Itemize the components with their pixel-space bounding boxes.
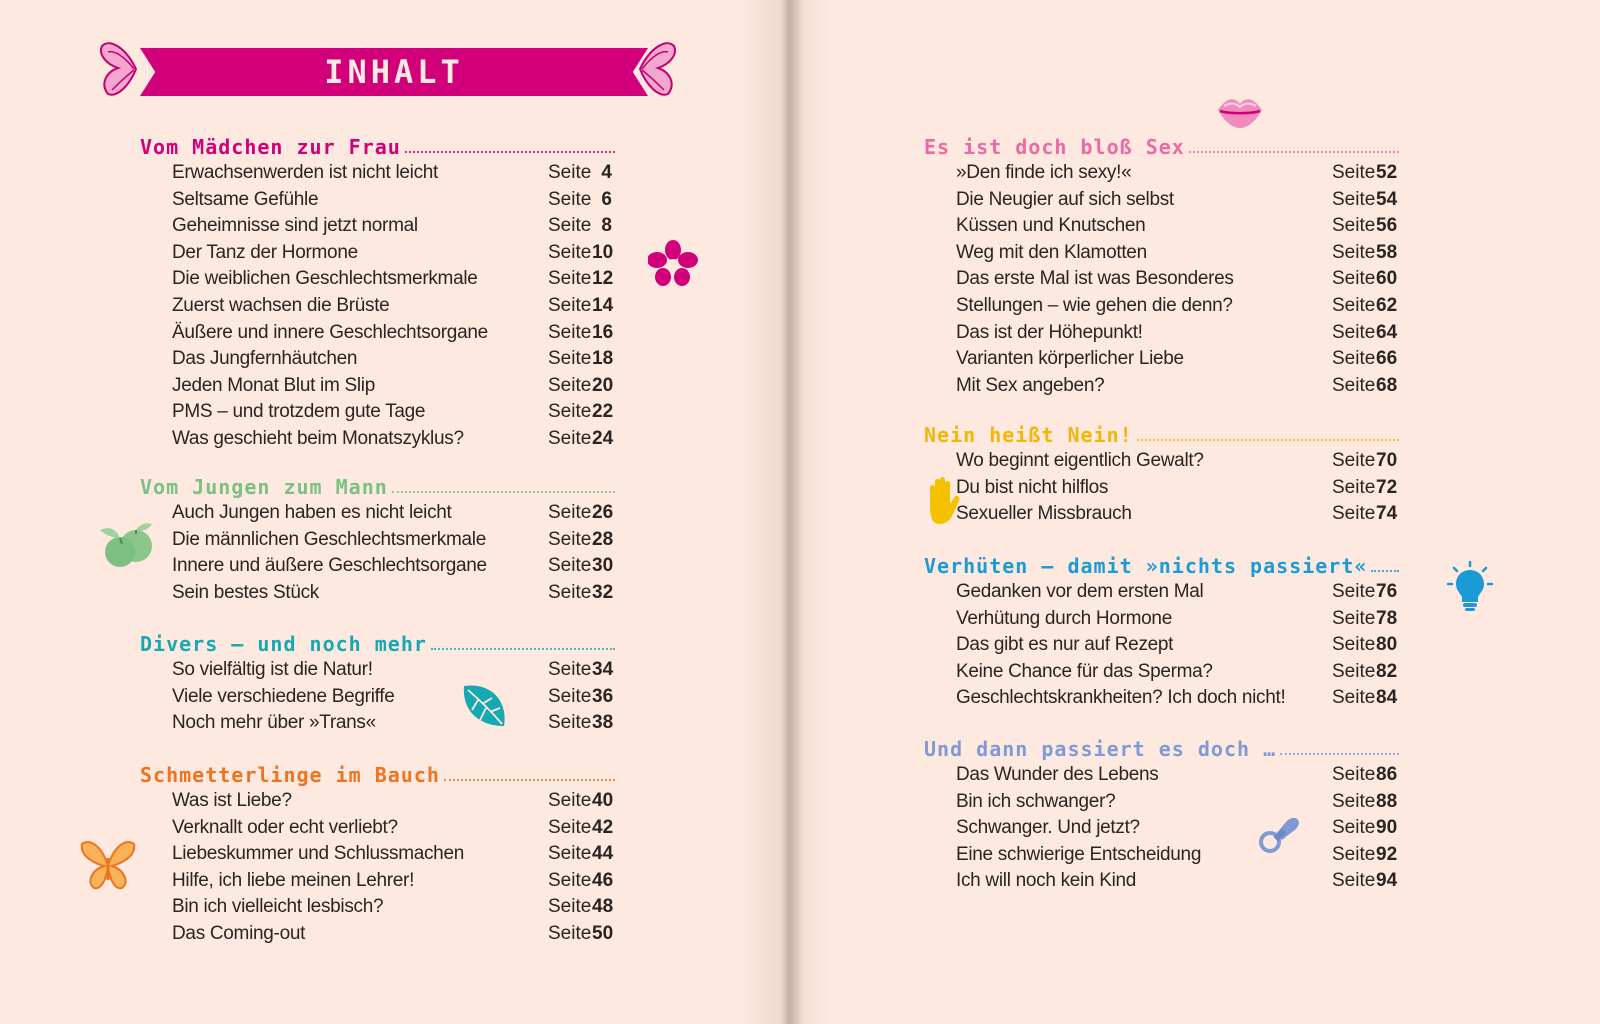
page-title: INHALT: [324, 53, 464, 91]
entry-title: Eine schwierige Entscheidung: [956, 843, 1202, 865]
entry-title: Verknallt oder echt verliebt?: [172, 816, 398, 838]
entry-page-number: 72: [1376, 476, 1398, 498]
section-heading[interactable]: [924, 553, 1399, 579]
entry-title: Der Tanz der Hormone: [172, 241, 358, 263]
leader-dots: [405, 151, 615, 153]
entry-page-number: 54: [1376, 188, 1398, 210]
toc-entry[interactable]: [140, 788, 615, 815]
entry-page-number: 66: [1376, 348, 1398, 370]
entry-title: Innere und äußere Geschlechtsorgane: [172, 555, 487, 577]
entry-title: Gedanken vor dem ersten Mal: [956, 581, 1204, 602]
section-title: Vom Mädchen zur Frau: [140, 135, 401, 159]
toc-entry[interactable]: [140, 160, 615, 187]
leader-dots: [1137, 439, 1399, 441]
apple-icon: [86, 518, 156, 570]
entry-page-number: 34: [592, 659, 614, 680]
toc-entry[interactable]: [924, 373, 1399, 400]
entry-title: Weg mit den Klamotten: [956, 241, 1147, 263]
leader-dots: [444, 779, 615, 781]
leaf-icon: [458, 680, 510, 732]
entry-page-word: Seite: [1332, 660, 1376, 682]
toc-entry[interactable]: [924, 293, 1399, 320]
toc-section: [924, 422, 1399, 528]
entry-page-number: 76: [1376, 581, 1398, 602]
entry-page-number: 42: [592, 816, 614, 838]
toc-entry[interactable]: [140, 710, 615, 737]
toc-entry[interactable]: [924, 448, 1399, 475]
entry-page-word: Seite: [548, 896, 592, 918]
entry-title: PMS – und trotzdem gute Tage: [172, 401, 426, 423]
entry-page-number: 70: [1376, 450, 1398, 471]
entry-page-number: 84: [1376, 687, 1398, 709]
entry-page-word: Seite: [548, 685, 592, 707]
entry-page-word: Seite: [548, 268, 592, 290]
entry-title: Küssen und Knutschen: [956, 215, 1146, 237]
toc-entry[interactable]: [924, 606, 1399, 633]
entry-page-number: 92: [1376, 843, 1398, 865]
entry-title: Sein bestes Stück: [172, 581, 319, 603]
section-entries: [924, 762, 1399, 895]
entry-page-word: Seite: [548, 816, 592, 838]
entry-page-word: Seite: [1332, 348, 1376, 370]
section-title: Vom Jungen zum Mann: [140, 475, 388, 499]
leader-dots: [1371, 570, 1399, 572]
toc-entry[interactable]: [924, 160, 1399, 187]
butterfly-icon: [76, 836, 140, 892]
entry-page-word: Seite: [1332, 843, 1376, 865]
toc-section: [140, 631, 615, 737]
entry-title: Viele verschiedene Begriffe: [172, 685, 395, 707]
entry-title: Das Jungfernhäutchen: [172, 348, 358, 370]
entry-page-number: 10: [592, 241, 614, 263]
entry-page-word: Seite: [548, 294, 592, 316]
entry-page-word: Seite: [1332, 476, 1376, 498]
toc-entry[interactable]: [924, 579, 1399, 606]
section-heading[interactable]: [924, 422, 1399, 448]
entry-page-word: Seite: [1332, 764, 1376, 785]
entry-page-number: 60: [1376, 268, 1398, 290]
section-heading[interactable]: [140, 631, 615, 657]
butterfly-icon: [636, 40, 680, 98]
entry-page-number: 36: [592, 685, 614, 707]
entry-page-word: Seite: [1332, 188, 1376, 210]
toc-entry[interactable]: [924, 501, 1399, 528]
entry-page-word: Seite: [548, 712, 592, 734]
section-entries: [140, 500, 615, 606]
entry-page-number: 88: [1376, 790, 1398, 812]
entry-title: Seltsame Gefühle: [172, 188, 319, 210]
toc-entry[interactable]: [140, 373, 615, 400]
entry-page-word: Seite: [548, 241, 592, 263]
entry-page-word: Seite: [548, 321, 592, 343]
entry-title: Was ist Liebe?: [172, 790, 292, 811]
lips-icon: [1216, 94, 1264, 130]
entry-title: Du bist nicht hilflos: [956, 476, 1109, 498]
toc-entry[interactable]: [140, 213, 615, 240]
entry-title: Stellungen – wie gehen die denn?: [956, 294, 1233, 316]
section-title: Verhüten – damit »nichts passiert«: [924, 554, 1368, 578]
entry-page-number: 40: [592, 790, 614, 811]
toc-entry[interactable]: [140, 399, 615, 426]
entry-page-number: 46: [592, 869, 614, 891]
entry-page-number: 90: [1376, 817, 1398, 839]
flower-icon: [648, 240, 698, 286]
entry-page-number: 14: [592, 294, 614, 316]
toc-entry[interactable]: [140, 815, 615, 842]
toc-entry[interactable]: [140, 187, 615, 214]
toc-entry[interactable]: [140, 894, 615, 921]
entry-page-number: 48: [592, 896, 614, 918]
pacifier-icon: [1258, 808, 1302, 856]
toc-entry[interactable]: [140, 868, 615, 895]
entry-page-number: 32: [592, 581, 614, 603]
toc-entry[interactable]: [924, 762, 1399, 789]
entry-title: Was geschieht beim Monatszyklus?: [172, 427, 464, 449]
entry-page-number: 20: [592, 374, 614, 396]
toc-entry[interactable]: [140, 684, 615, 711]
toc-entry[interactable]: [140, 657, 615, 684]
toc-entry[interactable]: [140, 527, 615, 554]
toc-section: [924, 134, 1399, 399]
entry-title: Keine Chance für das Sperma?: [956, 660, 1213, 682]
entry-title: So vielfältig ist die Natur!: [172, 659, 373, 680]
entry-title: Jeden Monat Blut im Slip: [172, 374, 375, 396]
entry-page-word: Seite: [548, 374, 592, 396]
entry-page-word: Seite: [548, 502, 592, 523]
entry-page-word: Seite: [548, 427, 592, 449]
toc-section: [140, 762, 615, 948]
leader-dots: [1280, 753, 1399, 755]
entry-title: Das gibt es nur auf Rezept: [956, 634, 1174, 656]
toc-entry[interactable]: [140, 553, 615, 580]
entry-title: Sexueller Missbrauch: [956, 503, 1132, 525]
section-heading[interactable]: [140, 474, 615, 500]
entry-title: Auch Jungen haben es nicht leicht: [172, 502, 452, 523]
leader-dots: [431, 648, 615, 650]
toc-entry[interactable]: [140, 500, 615, 527]
section-title: Es ist doch bloß Sex: [924, 135, 1185, 159]
entry-title: Varianten körperlicher Liebe: [956, 348, 1184, 370]
entry-title: Schwanger. Und jetzt?: [956, 817, 1140, 839]
entry-title: Zuerst wachsen die Brüste: [172, 294, 390, 316]
entry-page-word: Seite: [548, 922, 592, 944]
section-heading[interactable]: [140, 762, 615, 788]
hand-icon: [922, 476, 962, 526]
entry-title: Das ist der Höhepunkt!: [956, 321, 1143, 343]
toc-entry[interactable]: [924, 213, 1399, 240]
entry-page-number: 82: [1376, 660, 1398, 682]
toc-entry[interactable]: [924, 632, 1399, 659]
section-entries: [924, 160, 1399, 399]
section-title: Schmetterlinge im Bauch: [140, 763, 440, 787]
toc-entry[interactable]: [924, 685, 1399, 712]
toc-entry[interactable]: [140, 240, 615, 267]
section-entries: [924, 579, 1399, 712]
entry-title: Das Coming-out: [172, 922, 306, 944]
section-heading[interactable]: [924, 134, 1399, 160]
section-title: Und dann passiert es doch …: [924, 737, 1277, 761]
entry-page-number: 78: [1376, 607, 1398, 629]
entry-title: Erwachsenwerden ist nicht leicht: [172, 162, 439, 183]
entry-page-word: Seite: [1332, 634, 1376, 656]
entry-page-word: Seite: [548, 528, 592, 550]
entry-page-number: 16: [592, 321, 614, 343]
section-heading[interactable]: [924, 736, 1399, 762]
toc-section: [140, 134, 615, 453]
toc-section: [140, 474, 615, 606]
entry-page-number: 58: [1376, 241, 1398, 263]
entry-page-word: Seite: [548, 843, 592, 865]
entry-title: Die männlichen Geschlechtsmerkmale: [172, 528, 486, 550]
toc-entry[interactable]: [140, 346, 615, 373]
toc-section: [924, 553, 1399, 712]
toc-entry[interactable]: [924, 842, 1399, 869]
entry-page-word: Seite: [1332, 503, 1376, 525]
entry-page-number: 22: [592, 401, 614, 423]
entry-page-number: 94: [1376, 870, 1398, 892]
entry-page-word: Seite: [548, 790, 592, 811]
entry-page-word: Seite: [1332, 241, 1376, 263]
entry-title: Liebeskummer und Schlussmachen: [172, 843, 464, 865]
toc-section: [924, 736, 1399, 895]
entry-page-word: Seite: [1332, 215, 1376, 237]
entry-page-word: Seite: [1332, 817, 1376, 839]
entry-page-word: Seite: [1332, 162, 1376, 183]
entry-title: Verhütung durch Hormone: [956, 607, 1172, 629]
toc-entry[interactable]: [924, 475, 1399, 502]
toc-entry[interactable]: [924, 868, 1399, 895]
entry-page-word: Seite: [1332, 581, 1376, 602]
entry-page-number: 6: [601, 188, 612, 210]
toc-entry[interactable]: [140, 293, 615, 320]
toc-entry[interactable]: [140, 320, 615, 347]
entry-page-number: 50: [592, 922, 614, 944]
entry-title: Bin ich schwanger?: [956, 790, 1116, 812]
entry-page-word: Seite: [1332, 321, 1376, 343]
section-title: Nein heißt Nein!: [924, 423, 1133, 447]
entry-page-word: Seite: [548, 581, 592, 603]
entry-page-number: 62: [1376, 294, 1398, 316]
toc-entry[interactable]: [924, 320, 1399, 347]
toc-entry[interactable]: [924, 187, 1399, 214]
entry-page-number: 26: [592, 502, 614, 523]
entry-page-number: 52: [1376, 162, 1398, 183]
entry-title: Bin ich vielleicht lesbisch?: [172, 896, 384, 918]
section-entries: [924, 448, 1399, 528]
entry-page-number: 56: [1376, 215, 1398, 237]
entry-title: Noch mehr über »Trans«: [172, 712, 376, 734]
butterfly-icon: [96, 40, 140, 98]
section-heading[interactable]: [140, 134, 615, 160]
entry-page-number: 8: [601, 215, 612, 237]
entry-page-word: Seite: [1332, 374, 1376, 396]
entry-page-word: Seite: [548, 555, 592, 577]
section-entries: [140, 657, 615, 737]
entry-page-number: 68: [1376, 374, 1398, 396]
entry-page-number: 18: [592, 348, 614, 370]
entry-title: Äußere und innere Geschlechtsorgane: [172, 321, 488, 343]
entry-page-word: Seite: [1332, 687, 1376, 709]
toc-entry[interactable]: [140, 841, 615, 868]
entry-page-word: Seite: [1332, 607, 1376, 629]
toc-entry[interactable]: [924, 815, 1399, 842]
entry-page-word: Seite: [548, 869, 592, 891]
section-entries: [140, 160, 615, 453]
entry-page-number: 12: [592, 268, 614, 290]
entry-title: Geschlechtskrankheiten? Ich doch nicht!: [956, 687, 1286, 709]
leader-dots: [392, 491, 615, 493]
toc-entry[interactable]: [924, 346, 1399, 373]
entry-page-word: Seite: [1332, 450, 1376, 471]
entry-page-number: 38: [592, 712, 614, 734]
entry-page-word: Seite: [548, 162, 592, 183]
toc-entry[interactable]: [140, 426, 615, 453]
toc-entry[interactable]: [140, 921, 615, 948]
entry-page-word: Seite: [548, 188, 592, 210]
toc-entry[interactable]: [924, 240, 1399, 267]
entry-title: Das erste Mal ist was Besonderes: [956, 268, 1234, 290]
entry-page-word: Seite: [1332, 870, 1376, 892]
entry-page-word: Seite: [548, 401, 592, 423]
entry-page-word: Seite: [1332, 294, 1376, 316]
entry-title: »Den finde ich sexy!«: [956, 162, 1132, 183]
entry-page-number: 4: [601, 162, 612, 183]
entry-page-word: Seite: [1332, 268, 1376, 290]
toc-entry[interactable]: [924, 789, 1399, 816]
entry-page-number: 28: [592, 528, 614, 550]
entry-title: Wo beginnt eigentlich Gewalt?: [956, 450, 1204, 471]
entry-title: Das Wunder des Lebens: [956, 764, 1159, 785]
entry-page-number: 64: [1376, 321, 1398, 343]
entry-title: Die Neugier auf sich selbst: [956, 188, 1174, 210]
entry-title: Ich will noch kein Kind: [956, 870, 1137, 892]
entry-title: Hilfe, ich liebe meinen Lehrer!: [172, 869, 415, 891]
section-title: Divers – und noch mehr: [140, 632, 427, 656]
lightbulb-icon: [1446, 560, 1494, 612]
entry-title: Die weiblichen Geschlechtsmerkmale: [172, 268, 478, 290]
entry-title: Geheimnisse sind jetzt normal: [172, 215, 418, 237]
leader-dots: [1189, 151, 1399, 153]
toc-entry[interactable]: [140, 266, 615, 293]
entry-page-number: 30: [592, 555, 614, 577]
entry-page-number: 86: [1376, 764, 1398, 785]
entry-page-word: Seite: [1332, 790, 1376, 812]
entry-page-number: 74: [1376, 503, 1398, 525]
entry-title: Mit Sex angeben?: [956, 374, 1105, 396]
entry-page-number: 44: [592, 843, 614, 865]
toc-entry[interactable]: [924, 659, 1399, 686]
entry-page-word: Seite: [548, 215, 592, 237]
entry-page-number: 80: [1376, 634, 1398, 656]
toc-entry[interactable]: [140, 580, 615, 607]
entry-page-word: Seite: [548, 348, 592, 370]
toc-entry[interactable]: [924, 266, 1399, 293]
entry-page-word: Seite: [548, 659, 592, 680]
section-entries: [140, 788, 615, 948]
entry-page-number: 24: [592, 427, 614, 449]
